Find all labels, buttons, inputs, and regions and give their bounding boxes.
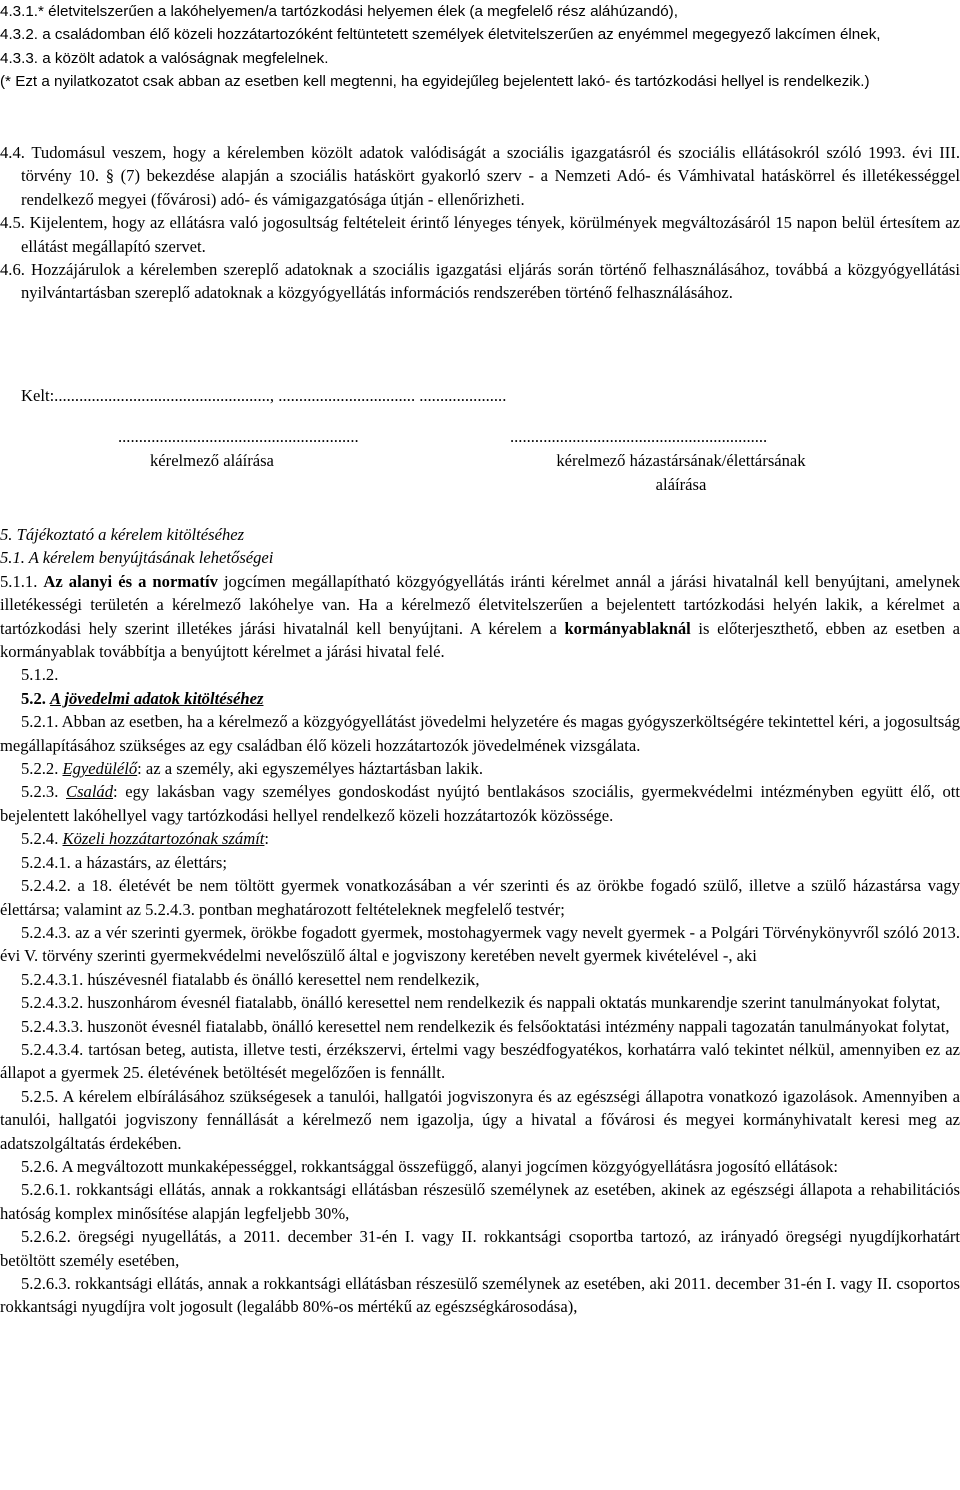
signature-dots-left: .......................................................... — [118, 427, 359, 447]
para-5-1-1-text-1: jogcímen megállapítható közgyógyellátás iránti kérelmet annál a járási hivatalnál kell benyújtani, amelynek illetékességi területén a kérelmező lakóhelye van. Ha a kérelmező életvitelszerűen a bejelentett tartózkodási helyén lakik, a kérelmet a tartózkodási hely szerint illetékes járási hivatalnál kell benyújtani. A kérelem a — [0, 571, 960, 638]
heading-5-1: 5.1. A kérelem benyújtásának lehetőségei — [0, 548, 274, 568]
item-4-3-1: 4.3.1.* életvitelszerűen a lakóhelyemen/a tartózkodási helyemen élek (a megfelelő rész aláhúzandó), — [0, 3, 678, 20]
declarations-4-4-to-4-6 — [0, 141, 960, 305]
para-5-2-6: 5.2.6. A megváltozott munkaképességgel, rokkantsággal összefüggő, alanyi jogcímen közgyógyellátásra jogosító ellátások: — [21, 1156, 839, 1176]
signature-block — [0, 384, 960, 505]
para-5-1-1-num: 5.1.1. — [0, 571, 38, 591]
para-5-2-5: 5.2.5. A kérelem elbírálásához szükségesek a tanulói, hallgatói jogviszonyra és az egészségi állapotra vonatkozó igazolások. Amennyiben a tanulói, hallgatói jogviszony fennállását a kérelmező nem igazolja, úgy a hivatal a fővárosi és megyei kormányhivatalt keresi meg az adatszolgáltatás érdekében. — [0, 1086, 960, 1153]
para-5-2-4-3-3: 5.2.4.3.3. huszonöt évesnél fiatalabb, önálló keresettel nem rendelkezik és felsőoktatási intézmény nappali tagozatán tanulmányokat folytat, — [21, 1016, 950, 1036]
para-5-2-2 — [0, 757, 960, 780]
kelt-line: Kelt:...................................................., ................................. ..................... — [21, 386, 507, 405]
para-5-2-1: 5.2.1. Abban az esetben, ha a kérelmező a közgyógyellátást jövedelmi helyzetére és magas gyógyszerköltségére tekintettel kéri, a jogosultság megállapításához szükséges az egy családban élő közeli hozzátartozók jövedelmének vizsgálata. — [0, 712, 960, 755]
para-5-1-1-text-2: is előterjeszthető, ebben az esetben a kormányablak továbbítja a benyújtott kérelmet a járási hivatal felé. — [0, 618, 960, 662]
signature-label-applicant: kérelmező aláírása — [150, 451, 274, 471]
para-5-2-2-num: 5.2.2. — [21, 759, 59, 779]
heading-5: 5. Tájékoztató a kérelem kitöltéséhez — [0, 525, 245, 544]
para-5-2-6-3: 5.2.6.3. rokkantsági ellátás, annak a rokkantsági ellátásban részesülő személynek az esetében, aki 2011. december 31-én I. vagy II. csoportos rokkantsági nyugdíjra volt jogosult (legalább 80%-os mértékű az egészségkárosodása), — [0, 1274, 960, 1317]
para-5-2-6-1: 5.2.6.1. rokkantsági ellátás, annak a rokkantsági ellátásban részesülő személynek az esetében, akinek az egészségi állapota a rehabilitációs hatóság komplex minősítése alapján legfeljebb 30%, — [0, 1180, 960, 1223]
para-5-1-1 — [0, 570, 960, 664]
item-4-3-2: 4.3.2. a családomban élő közeli hozzátartozóként feltüntetett személyek életvitelszerűen az enyémmel megegyező lakcímen élnek, — [0, 26, 881, 44]
signature-label-spouse-2: aláírása — [655, 475, 707, 495]
para-5-2-3-num: 5.2.3. — [21, 782, 59, 802]
para-5-2-2-text: : az a személy, aki egyszemélyes háztartásban lakik. — [137, 759, 483, 779]
term-csalad: Család — [66, 782, 114, 802]
para-5-2-4-num: 5.2.4. — [21, 829, 59, 849]
para-5-2-4-3-4: 5.2.4.3.4. tartósan beteg, autista, illetve testi, érzékszervi, értelmi vagy beszédfogyatékos, korhatárra való tekintet nélkül, amennyiben ez az állapot a gyermek 25. életévének betöltését megelőzően is fennállt. — [0, 1039, 960, 1083]
item-4-5: 4.5. Kijelentem, hogy az ellátásra való jogosultság feltételeit érintő lényeges tények, körülmények megváltozásáról 15 napon belül értesítem az ellátást megállapító szervet. — [0, 213, 960, 256]
heading-5-2-num: 5.2. — [21, 688, 46, 708]
note-asterisk: (* Ezt a nyilatkozatot csak abban az esetben kell megtenni, ha egyidejűleg bejelentett lakó- és tartózkodási hellyel is rendelkezik.) — [0, 73, 870, 91]
item-4-6: 4.6. Hozzájárulok a kérelemben szereplő adatoknak a szociális igazgatási eljárás során történő felhasználásához, továbbá a közgyógyellátási nyilvántartásban szereplő adatoknak a közgyógyellátás információs rendszerében történő felhasználásához. — [0, 260, 960, 303]
para-5-2-3 — [0, 780, 960, 827]
para-5-1-2: 5.1.2. — [21, 665, 59, 685]
declarations-4-3 — [0, 0, 960, 94]
heading-5-2 — [0, 687, 960, 710]
signature-dots-right: .............................................................. — [510, 427, 768, 447]
guide-section-5 — [0, 523, 960, 1319]
item-4-4: 4.4. Tudomásul veszem, hogy a kérelemben közölt adatok valódiságát a szociális igazgatásról és szociális ellátásokról szóló 1993. évi III. törvény 10. § (7) bekezdése alapján a szociális hatáskört gyakorló szerv - a Nemzeti Adó- és Vámhivatal hatáskörrel és illetékességgel rendelkező megyei (fővárosi) adó- és vámigazgatósága útján - ellenőrizheti. — [0, 143, 960, 209]
para-5-1-1-bold-2: kormányablaknál — [564, 618, 691, 638]
signature-label-spouse-1: kérelmező házastársának/élettársának — [556, 451, 806, 471]
heading-5-2-title: A jövedelmi adatok kitöltéséhez — [50, 688, 264, 708]
para-5-2-6-2: 5.2.6.2. öregségi nyugellátás, a 2011. december 31-én I. vagy II. rokkantsági csoportba tartozó, az irányadó öregségi nyugdíjkorhatárt betöltött személy esetében, — [0, 1227, 960, 1270]
para-5-1-1-bold-1: Az alanyi és a normatív — [43, 571, 218, 591]
item-4-3-3: 4.3.3. a közölt adatok a valóságnak megfelelnek. — [0, 49, 329, 67]
para-5-2-4-colon: : — [264, 829, 270, 849]
para-5-2-3-text: : egy lakásban vagy személyes gondoskodást nyújtó bentlakásos szociális, gyermekvédelmi intézményben együtt élő, ott bejelentett lakóhellyel vagy tartózkodási hellyel rendelkező közeli hozzátartozók közössége. — [0, 782, 960, 825]
para-5-2-4 — [0, 827, 960, 850]
term-egyedulelo: Egyedülélő — [62, 759, 138, 779]
para-5-2-4-3: 5.2.4.3. az a vér szerinti gyermek, örökbe fogadott gyermek, mostohagyermek vagy nevelt gyermek - a Polgári Törvénykönyvről szóló 2013. évi V. törvény szerinti gyermekvédelmi nevelőszülő által e jogviszony keretében nevelt gyermek kivételével -, aki — [0, 922, 960, 966]
para-5-2-4-2: 5.2.4.2. a 18. életévét be nem töltött gyermek vonatkozásában a vér szerinti és az örökbe fogadó szülő, illetve a szülő házastársa vagy élettársa; valamint az 5.2.4.3. pontban meghatározott feltételeknek megfelelő testvér; — [0, 876, 960, 919]
para-5-2-4-3-1: 5.2.4.3.1. húszévesnél fiatalabb és önálló keresettel nem rendelkezik, — [21, 969, 480, 989]
para-5-2-4-3-2: 5.2.4.3.2. huszonhárom évesnél fiatalabb, önálló keresettel nem rendelkezik és nappali oktatás munkarendje szerint tanulmányokat folytat, — [21, 993, 941, 1013]
term-kozeli-hozzatartozo: Közeli hozzátartozónak számít — [62, 829, 265, 849]
para-5-2-4-1: 5.2.4.1. a házastárs, az élettárs; — [21, 852, 227, 872]
